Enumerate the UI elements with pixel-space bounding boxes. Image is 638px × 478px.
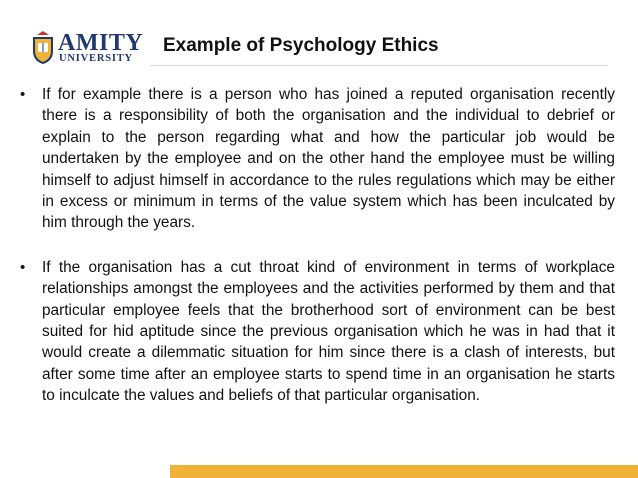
logo-wordmark: AMITY xyxy=(58,30,144,56)
bullet-marker: • xyxy=(20,258,26,276)
slide-title: Example of Psychology Ethics xyxy=(163,35,439,56)
bullet-item xyxy=(0,257,615,407)
title-divider xyxy=(150,65,608,66)
footer-accent-bar xyxy=(170,465,638,478)
bullet-item xyxy=(0,84,615,234)
bullet-text: If the organisation has a cut throat kind of environment in terms of workplace relationships amongst the employees and the activities performed by them and that particular employee feels that the brotherhood sort of environment can be best suited for hid aptitude since the previous organisation which he was in had that it would create a dilemmatic situation for him since there is a clash of interests, but after some time after an employee starts to spend time in an organisation he starts to inculcate the values and beliefs of that particular organisation. xyxy=(42,258,615,405)
logo-subtitle: UNIVERSITY xyxy=(59,53,133,64)
bullet-marker: • xyxy=(20,86,26,103)
bullet-list xyxy=(0,84,638,407)
amity-logo xyxy=(31,31,143,67)
bullet-text: If for example there is a person who has joined a reputed organisation recently there is a responsibility of both the organisation and the individual to debrief or explain to the person regarding what and how the particular job would be undertaken by the employee and on the other hand the employee must be willing himself to adjust himself in accordance to the rules regulations which may be either in excess or minimum in terms of the value system which has been inculcated by him through the years. xyxy=(42,86,615,232)
university-crest-icon xyxy=(31,31,55,65)
